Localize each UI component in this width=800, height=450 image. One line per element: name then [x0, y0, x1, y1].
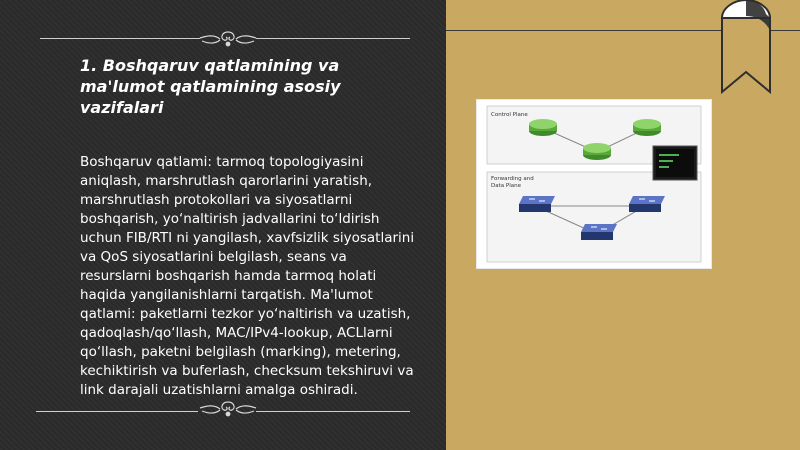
slide-body-text: Boshqaruv qatlami: tarmoq topologiyasini aniqlash, marshrutlash qarorlarini yaratish, marshrutlash protokollari va siyosatlarni boshqarish, yo‘naltirish jadvallarini to‘ldirish uchun FIB/RTI ni yangilash, xavfsizlik siyosatlarini va QoS siyosatlarini belgilash, seans va resurslarni boshqarish hamda tarmoq holati haqida yangilanishlarni tarqatish. Ma'lumot qatlami: paketlarni tezkor yo‘naltirish va uzatish, qadoqlash/qo‘llash, MAC/IPv4-lookup, ACLlarni qo‘llash, paketni belgilash (marking), metering, kechiktirish va buferlash, checksum tekshiruvi va link darajali uzatishlarni amalga oshiradi. [80, 154, 415, 398]
control-plane-label: Control Plane [491, 112, 528, 118]
top-flourish-ornament-icon [198, 28, 258, 50]
switch-icon [629, 196, 665, 212]
slide-title: 1. Boshqaruv qatlamining va ma'lumot qatlamining asosiy vazifalari [80, 56, 341, 117]
forwarding-plane-label-line1: Forwarding and [491, 176, 534, 182]
bottom-divider-right [256, 411, 410, 412]
network-diagram-svg [477, 100, 711, 268]
top-divider-right [256, 38, 410, 39]
network-diagram [476, 99, 712, 269]
router-icon [529, 119, 557, 136]
router-icon [583, 143, 611, 160]
bookmark-ribbon-icon [720, 0, 772, 100]
bottom-flourish-ornament-icon [198, 398, 258, 420]
bottom-divider-left [36, 411, 198, 412]
switch-icon [519, 196, 555, 212]
router-icon [633, 119, 661, 136]
forwarding-plane-label-line2: Data Plane [491, 183, 521, 189]
controller-screen-icon [653, 146, 697, 180]
switch-icon [581, 224, 617, 240]
top-divider-left [40, 38, 200, 39]
